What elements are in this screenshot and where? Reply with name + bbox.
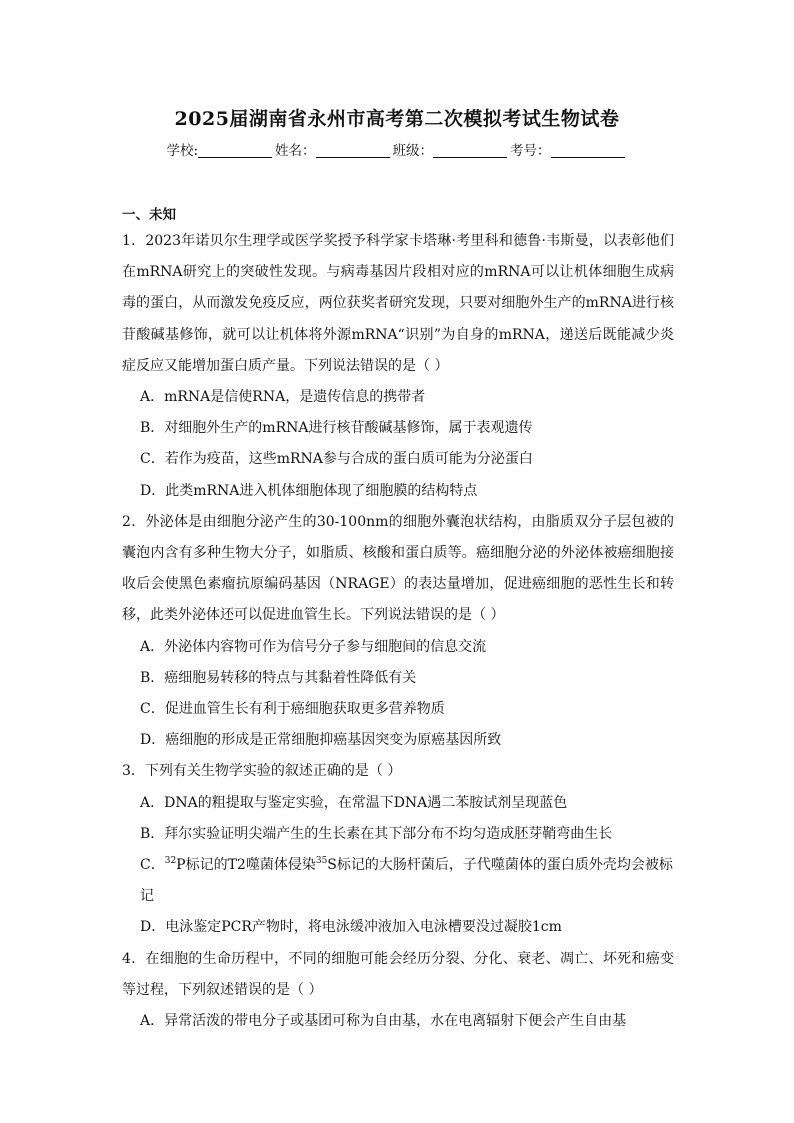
option-a: A．外泌体内容物可作为信号分子参与细胞间的信息交流	[140, 638, 487, 655]
question-1	[122, 226, 674, 507]
class-blank[interactable]	[433, 143, 507, 158]
question-stem: 3．下列有关生物学实验的叙述正确的是（ ）	[122, 763, 402, 780]
exam-title: 2025届湖南省永州市高考第二次模拟考试生物试卷	[174, 108, 620, 130]
option-c: C．促进血管生长有利于癌细胞获取更多营养物质	[140, 701, 445, 718]
school-label: 学校:	[166, 143, 199, 159]
question-4	[122, 944, 674, 1038]
option-c	[122, 850, 674, 912]
question-stem: 1．2023年诺贝尔生理学或医学奖授予科学家卡塔琳·考里科和德鲁·韦斯曼，以表彰他们在mRNA研究上的突破性发现。与病毒基因片段相对应的mRNA可以让机体细胞生成病毒的蛋白，从而激发免疫反应，两位获奖者研究发现，只要对细胞外生产的mRNA进行核苷酸碱基修饰，就可以让机体将外源mRNA“识别”为自身的mRNA，递送后既能减少炎症反应又能增加蛋白质产量。下列说法错误的是（ ）	[122, 233, 674, 374]
question-2	[122, 507, 674, 757]
option-b: B．拜尔实验证明尖端产生的生长素在其下部分布不均匀造成胚芽鞘弯曲生长	[140, 825, 613, 842]
option-b: B．癌细胞易转移的特点与其黏着性降低有关	[140, 669, 417, 686]
option-a: A．DNA的粗提取与鉴定实验，在常温下DNA遇二苯胺试剂呈现蓝色	[140, 794, 568, 811]
section-heading: 一、未知	[122, 207, 176, 223]
school-blank[interactable]	[198, 143, 272, 158]
option-c-text-2: S标记的大肠杆菌后，子代噬菌体的蛋白质外壳均会被标记	[140, 857, 673, 905]
class-label: 班级：	[392, 143, 434, 159]
option-a: A．异常活泼的带电分子或基团可称为自由基，水在电离辐射下便会产生自由基	[140, 1013, 627, 1030]
isotope-mass-32: 32	[164, 856, 177, 867]
option-b: B．对细胞外生产的mRNA进行核苷酸碱基修饰，属于表观遗传	[140, 420, 533, 437]
option-c-text-1: P标记的T2噬菌体侵染	[176, 857, 316, 874]
isotope-mass-35: 35	[315, 856, 328, 867]
question-stem: 4．在细胞的生命历程中，不同的细胞可能会经历分裂、分化、衰老、凋亡、坏死和癌变等过程，下列叙述错误的是（ ）	[122, 950, 674, 998]
question-stem: 2．外泌体是由细胞分泌产生的30-100nm的细胞外囊泡状结构，由脂质双分子层包被的囊泡内含有多种生物大分子，如脂质、核酸和蛋白质等。癌细胞分泌的外泌体被癌细胞接收后会使黑色素瘤抗原编码基因（NRAGE）的表达量增加，促进癌细胞的恶性生长和转移，此类外泌体还可以促进血管生长。下列说法错误的是（ ）	[122, 513, 674, 624]
question-3	[122, 756, 674, 943]
number-label: 考号：	[510, 143, 551, 159]
option-d: D．癌细胞的形成是正常细胞抑癌基因突变为原癌基因所致	[140, 732, 502, 749]
student-info-line	[0, 139, 794, 159]
option-d: D．此类mRNA进入机体细胞体现了细胞膜的结构特点	[140, 482, 478, 499]
question-list	[122, 226, 674, 1037]
name-label: 姓名：	[275, 143, 316, 159]
number-blank[interactable]	[551, 143, 625, 158]
option-d: D．电泳鉴定PCR产物时，将电泳缓冲液加入电泳槽要没过凝胶1cm	[140, 919, 562, 936]
option-c: C．若作为疫苗，这些mRNA参与合成的蛋白质可能为分泌蛋白	[140, 451, 533, 468]
option-c-prefix: C．	[140, 857, 165, 874]
option-a: A．mRNA是信使RNA，是遗传信息的携带者	[140, 389, 426, 406]
name-blank[interactable]	[316, 143, 390, 158]
